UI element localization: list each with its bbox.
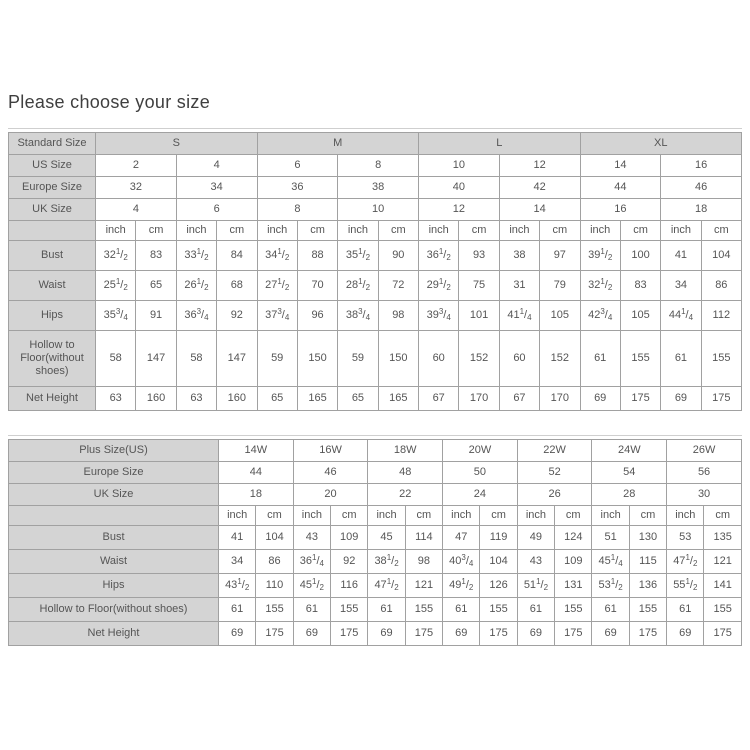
- table-cell: 69: [661, 387, 701, 411]
- table-cell: cm: [555, 506, 592, 526]
- table-cell: 175: [331, 622, 368, 646]
- table-cell: 45: [368, 526, 405, 550]
- table-cell: 51: [592, 526, 629, 550]
- table-cell: 18W: [368, 440, 443, 462]
- table-cell: inch: [667, 506, 704, 526]
- table-cell: 69: [517, 622, 554, 646]
- table-cell: 69: [219, 622, 256, 646]
- table-cell: cm: [459, 221, 499, 241]
- table-cell: 68: [217, 271, 257, 301]
- row-label: Standard Size: [9, 133, 96, 155]
- row-label: UK Size: [9, 484, 219, 506]
- table-cell: $25^1/_2$: [96, 271, 136, 301]
- plus-size-table: [8, 439, 742, 646]
- table-cell: 155: [331, 598, 368, 622]
- table-cell: 67: [499, 387, 539, 411]
- table-cell: 175: [701, 387, 741, 411]
- table-cell: 10: [419, 155, 500, 177]
- table-cell: 34: [661, 271, 701, 301]
- table-cell: 42: [499, 177, 580, 199]
- table-cell: 93: [459, 241, 499, 271]
- row-label: [9, 506, 219, 526]
- table-cell: 63: [96, 387, 136, 411]
- table-cell: $28^1/_2$: [338, 271, 378, 301]
- table-cell: 72: [378, 271, 418, 301]
- table-cell: $53^1/_2$: [592, 574, 629, 598]
- table-cell: 96: [297, 301, 337, 331]
- table-cell: 34: [176, 177, 257, 199]
- row-label: Hollow to Floor(without shoes): [9, 598, 219, 622]
- table-cell: 47: [443, 526, 480, 550]
- table-cell: 69: [368, 622, 405, 646]
- table-cell: 136: [629, 574, 666, 598]
- table-cell: 40: [419, 177, 500, 199]
- table-row: [9, 271, 742, 301]
- table-cell: 92: [217, 301, 257, 331]
- table-cell: $42^3/_4$: [580, 301, 620, 331]
- table-cell: 175: [256, 622, 293, 646]
- table-cell: 56: [667, 462, 742, 484]
- table-cell: cm: [405, 506, 442, 526]
- table-cell: 155: [704, 598, 742, 622]
- table-cell: 24: [443, 484, 518, 506]
- row-label: UK Size: [9, 199, 96, 221]
- table-cell: 52: [517, 462, 592, 484]
- table-cell: $27^1/_2$: [257, 271, 297, 301]
- table-cell: 147: [217, 331, 257, 387]
- row-label: Hollow to Floor(without shoes): [9, 331, 96, 387]
- table-cell: inch: [419, 221, 459, 241]
- table-row: [9, 177, 742, 199]
- row-label: Europe Size: [9, 462, 219, 484]
- table-cell: 119: [480, 526, 517, 550]
- table-cell: 14: [499, 199, 580, 221]
- table-cell: cm: [629, 506, 666, 526]
- row-label: Waist: [9, 271, 96, 301]
- standard-size-section: [8, 128, 742, 411]
- table-cell: 147: [136, 331, 176, 387]
- table-cell: 155: [405, 598, 442, 622]
- table-cell: $35^1/_2$: [338, 241, 378, 271]
- row-label: Waist: [9, 550, 219, 574]
- table-cell: 44: [580, 177, 661, 199]
- table-cell: 30: [667, 484, 742, 506]
- table-cell: 155: [555, 598, 592, 622]
- table-cell: 175: [480, 622, 517, 646]
- table-cell: 16: [580, 199, 661, 221]
- table-cell: 126: [480, 574, 517, 598]
- table-cell: $35^3/_4$: [96, 301, 136, 331]
- table-cell: 69: [592, 622, 629, 646]
- table-cell: 6: [257, 155, 338, 177]
- table-cell: 20W: [443, 440, 518, 462]
- table-cell: 165: [297, 387, 337, 411]
- table-cell: L: [419, 133, 581, 155]
- table-cell: $29^1/_2$: [419, 271, 459, 301]
- table-cell: 104: [256, 526, 293, 550]
- table-cell: S: [96, 133, 258, 155]
- table-cell: $34^1/_2$: [257, 241, 297, 271]
- table-cell: 61: [219, 598, 256, 622]
- row-label: Hips: [9, 574, 219, 598]
- table-cell: 152: [459, 331, 499, 387]
- table-row: [9, 199, 742, 221]
- table-cell: 114: [405, 526, 442, 550]
- table-cell: 91: [136, 301, 176, 331]
- table-cell: inch: [592, 506, 629, 526]
- table-cell: 155: [620, 331, 660, 387]
- table-cell: 26W: [667, 440, 742, 462]
- table-cell: 101: [459, 301, 499, 331]
- table-cell: 100: [620, 241, 660, 271]
- table-cell: 59: [257, 331, 297, 387]
- table-cell: 44: [219, 462, 294, 484]
- table-cell: 124: [555, 526, 592, 550]
- table-cell: 36: [257, 177, 338, 199]
- table-cell: $43^1/_2$: [219, 574, 256, 598]
- table-cell: 84: [217, 241, 257, 271]
- row-label: Plus Size(US): [9, 440, 219, 462]
- table-cell: cm: [701, 221, 741, 241]
- table-cell: inch: [661, 221, 701, 241]
- table-cell: $45^1/_2$: [293, 574, 330, 598]
- table-cell: $49^1/_2$: [443, 574, 480, 598]
- divider: [8, 128, 742, 129]
- table-cell: 98: [405, 550, 442, 574]
- table-cell: 60: [419, 331, 459, 387]
- table-cell: inch: [176, 221, 216, 241]
- row-label: Net Height: [9, 622, 219, 646]
- table-cell: 88: [297, 241, 337, 271]
- table-cell: 32: [96, 177, 177, 199]
- table-cell: cm: [136, 221, 176, 241]
- table-cell: 18: [661, 199, 742, 221]
- table-cell: inch: [338, 221, 378, 241]
- table-row: [9, 526, 742, 550]
- table-row: [9, 440, 742, 462]
- table-row: [9, 387, 742, 411]
- table-cell: 63: [176, 387, 216, 411]
- table-cell: 61: [580, 331, 620, 387]
- table-cell: 69: [443, 622, 480, 646]
- table-cell: 58: [176, 331, 216, 387]
- table-cell: $41^1/_4$: [499, 301, 539, 331]
- table-cell: 65: [257, 387, 297, 411]
- table-cell: 6: [176, 199, 257, 221]
- table-cell: cm: [217, 221, 257, 241]
- table-cell: cm: [480, 506, 517, 526]
- table-cell: $39^3/_4$: [419, 301, 459, 331]
- table-cell: $33^1/_2$: [176, 241, 216, 271]
- table-cell: 8: [257, 199, 338, 221]
- standard-size-table: [8, 132, 742, 411]
- table-cell: 14W: [219, 440, 294, 462]
- table-cell: 61: [661, 331, 701, 387]
- table-cell: cm: [704, 506, 742, 526]
- table-cell: 54: [592, 462, 667, 484]
- table-cell: $26^1/_2$: [176, 271, 216, 301]
- table-cell: 97: [540, 241, 580, 271]
- table-cell: $51^1/_2$: [517, 574, 554, 598]
- table-cell: 28: [592, 484, 667, 506]
- table-cell: 61: [667, 598, 704, 622]
- table-cell: $32^1/_2$: [580, 271, 620, 301]
- table-cell: $40^3/_4$: [443, 550, 480, 574]
- table-cell: 155: [629, 598, 666, 622]
- table-cell: 175: [620, 387, 660, 411]
- table-cell: 150: [378, 331, 418, 387]
- table-cell: 12: [419, 199, 500, 221]
- table-cell: 58: [96, 331, 136, 387]
- table-cell: 12: [499, 155, 580, 177]
- table-cell: 48: [368, 462, 443, 484]
- table-cell: 155: [256, 598, 293, 622]
- table-row: [9, 462, 742, 484]
- table-cell: 26: [517, 484, 592, 506]
- table-cell: 4: [96, 199, 177, 221]
- table-cell: cm: [540, 221, 580, 241]
- table-cell: 115: [629, 550, 666, 574]
- table-cell: 24W: [592, 440, 667, 462]
- table-row: [9, 506, 742, 526]
- table-cell: 38: [499, 241, 539, 271]
- table-cell: inch: [219, 506, 256, 526]
- table-cell: 2: [96, 155, 177, 177]
- table-cell: $39^1/_2$: [580, 241, 620, 271]
- table-cell: 14: [580, 155, 661, 177]
- table-cell: inch: [368, 506, 405, 526]
- table-cell: 22W: [517, 440, 592, 462]
- table-cell: 10: [338, 199, 419, 221]
- table-cell: 104: [480, 550, 517, 574]
- page-title: Please choose your size: [8, 92, 211, 112]
- table-cell: 110: [256, 574, 293, 598]
- table-cell: 105: [620, 301, 660, 331]
- table-cell: 16W: [293, 440, 368, 462]
- row-label: Net Height: [9, 387, 96, 411]
- table-row: [9, 155, 742, 177]
- table-row: [9, 484, 742, 506]
- table-cell: 121: [704, 550, 742, 574]
- table-cell: $55^1/_2$: [667, 574, 704, 598]
- table-cell: 61: [293, 598, 330, 622]
- table-cell: 86: [701, 271, 741, 301]
- table-cell: 65: [338, 387, 378, 411]
- table-cell: 60: [499, 331, 539, 387]
- table-cell: 41: [219, 526, 256, 550]
- table-cell: XL: [580, 133, 742, 155]
- table-cell: cm: [620, 221, 660, 241]
- table-cell: 75: [459, 271, 499, 301]
- table-cell: 92: [331, 550, 368, 574]
- table-row: [9, 598, 742, 622]
- table-cell: 109: [331, 526, 368, 550]
- table-cell: 20: [293, 484, 368, 506]
- table-cell: $47^1/_2$: [667, 550, 704, 574]
- table-cell: $38^3/_4$: [338, 301, 378, 331]
- table-cell: cm: [297, 221, 337, 241]
- table-row: [9, 574, 742, 598]
- table-cell: 170: [540, 387, 580, 411]
- table-cell: 43: [517, 550, 554, 574]
- table-cell: inch: [517, 506, 554, 526]
- table-cell: 41: [661, 241, 701, 271]
- table-cell: 104: [701, 241, 741, 271]
- table-cell: $44^1/_4$: [661, 301, 701, 331]
- plus-size-section: [8, 435, 742, 646]
- table-cell: $36^1/_2$: [419, 241, 459, 271]
- table-cell: 150: [297, 331, 337, 387]
- table-cell: 160: [217, 387, 257, 411]
- table-cell: 69: [580, 387, 620, 411]
- table-cell: 59: [338, 331, 378, 387]
- table-row: [9, 550, 742, 574]
- row-label: Bust: [9, 526, 219, 550]
- table-cell: 70: [297, 271, 337, 301]
- table-cell: 98: [378, 301, 418, 331]
- table-row: [9, 301, 742, 331]
- table-cell: 131: [555, 574, 592, 598]
- table-cell: 22: [368, 484, 443, 506]
- table-row: [9, 221, 742, 241]
- table-row: [9, 133, 742, 155]
- table-cell: 61: [443, 598, 480, 622]
- table-cell: 175: [555, 622, 592, 646]
- table-cell: 16: [661, 155, 742, 177]
- table-cell: 69: [667, 622, 704, 646]
- table-cell: 160: [136, 387, 176, 411]
- table-cell: $47^1/_2$: [368, 574, 405, 598]
- table-cell: $37^3/_4$: [257, 301, 297, 331]
- table-cell: M: [257, 133, 419, 155]
- row-label: Europe Size: [9, 177, 96, 199]
- table-cell: 79: [540, 271, 580, 301]
- table-cell: cm: [378, 221, 418, 241]
- table-cell: 53: [667, 526, 704, 550]
- table-cell: inch: [257, 221, 297, 241]
- table-cell: 8: [338, 155, 419, 177]
- table-cell: 49: [517, 526, 554, 550]
- table-cell: 65: [136, 271, 176, 301]
- table-cell: 135: [704, 526, 742, 550]
- table-cell: 170: [459, 387, 499, 411]
- table-cell: 18: [219, 484, 294, 506]
- table-cell: 141: [704, 574, 742, 598]
- table-row: [9, 241, 742, 271]
- table-cell: inch: [580, 221, 620, 241]
- table-cell: inch: [293, 506, 330, 526]
- table-cell: 121: [405, 574, 442, 598]
- table-cell: 34: [219, 550, 256, 574]
- table-cell: cm: [331, 506, 368, 526]
- table-cell: 69: [293, 622, 330, 646]
- table-cell: 83: [136, 241, 176, 271]
- table-cell: inch: [499, 221, 539, 241]
- table-cell: 105: [540, 301, 580, 331]
- table-cell: $32^1/_2$: [96, 241, 136, 271]
- table-cell: 90: [378, 241, 418, 271]
- row-label: Bust: [9, 241, 96, 271]
- table-cell: 50: [443, 462, 518, 484]
- table-cell: 46: [661, 177, 742, 199]
- table-cell: cm: [256, 506, 293, 526]
- table-row: [9, 331, 742, 387]
- row-label: [9, 221, 96, 241]
- table-cell: 112: [701, 301, 741, 331]
- table-cell: inch: [443, 506, 480, 526]
- table-cell: 61: [592, 598, 629, 622]
- table-cell: 86: [256, 550, 293, 574]
- table-cell: 130: [629, 526, 666, 550]
- table-cell: $36^3/_4$: [176, 301, 216, 331]
- table-cell: $45^1/_4$: [592, 550, 629, 574]
- table-cell: 67: [419, 387, 459, 411]
- table-cell: 175: [405, 622, 442, 646]
- table-cell: 38: [338, 177, 419, 199]
- table-cell: $36^1/_4$: [293, 550, 330, 574]
- table-cell: 46: [293, 462, 368, 484]
- table-cell: 4: [176, 155, 257, 177]
- table-cell: 116: [331, 574, 368, 598]
- table-row: [9, 622, 742, 646]
- table-cell: 61: [517, 598, 554, 622]
- table-cell: 175: [704, 622, 742, 646]
- table-cell: inch: [96, 221, 136, 241]
- table-cell: 155: [701, 331, 741, 387]
- row-label: US Size: [9, 155, 96, 177]
- table-cell: 61: [368, 598, 405, 622]
- table-cell: 152: [540, 331, 580, 387]
- table-cell: 165: [378, 387, 418, 411]
- table-cell: $38^1/_2$: [368, 550, 405, 574]
- row-label: Hips: [9, 301, 96, 331]
- table-cell: 31: [499, 271, 539, 301]
- table-cell: 83: [620, 271, 660, 301]
- table-cell: 155: [480, 598, 517, 622]
- table-cell: 175: [629, 622, 666, 646]
- divider: [8, 435, 742, 436]
- table-cell: 109: [555, 550, 592, 574]
- table-cell: 43: [293, 526, 330, 550]
